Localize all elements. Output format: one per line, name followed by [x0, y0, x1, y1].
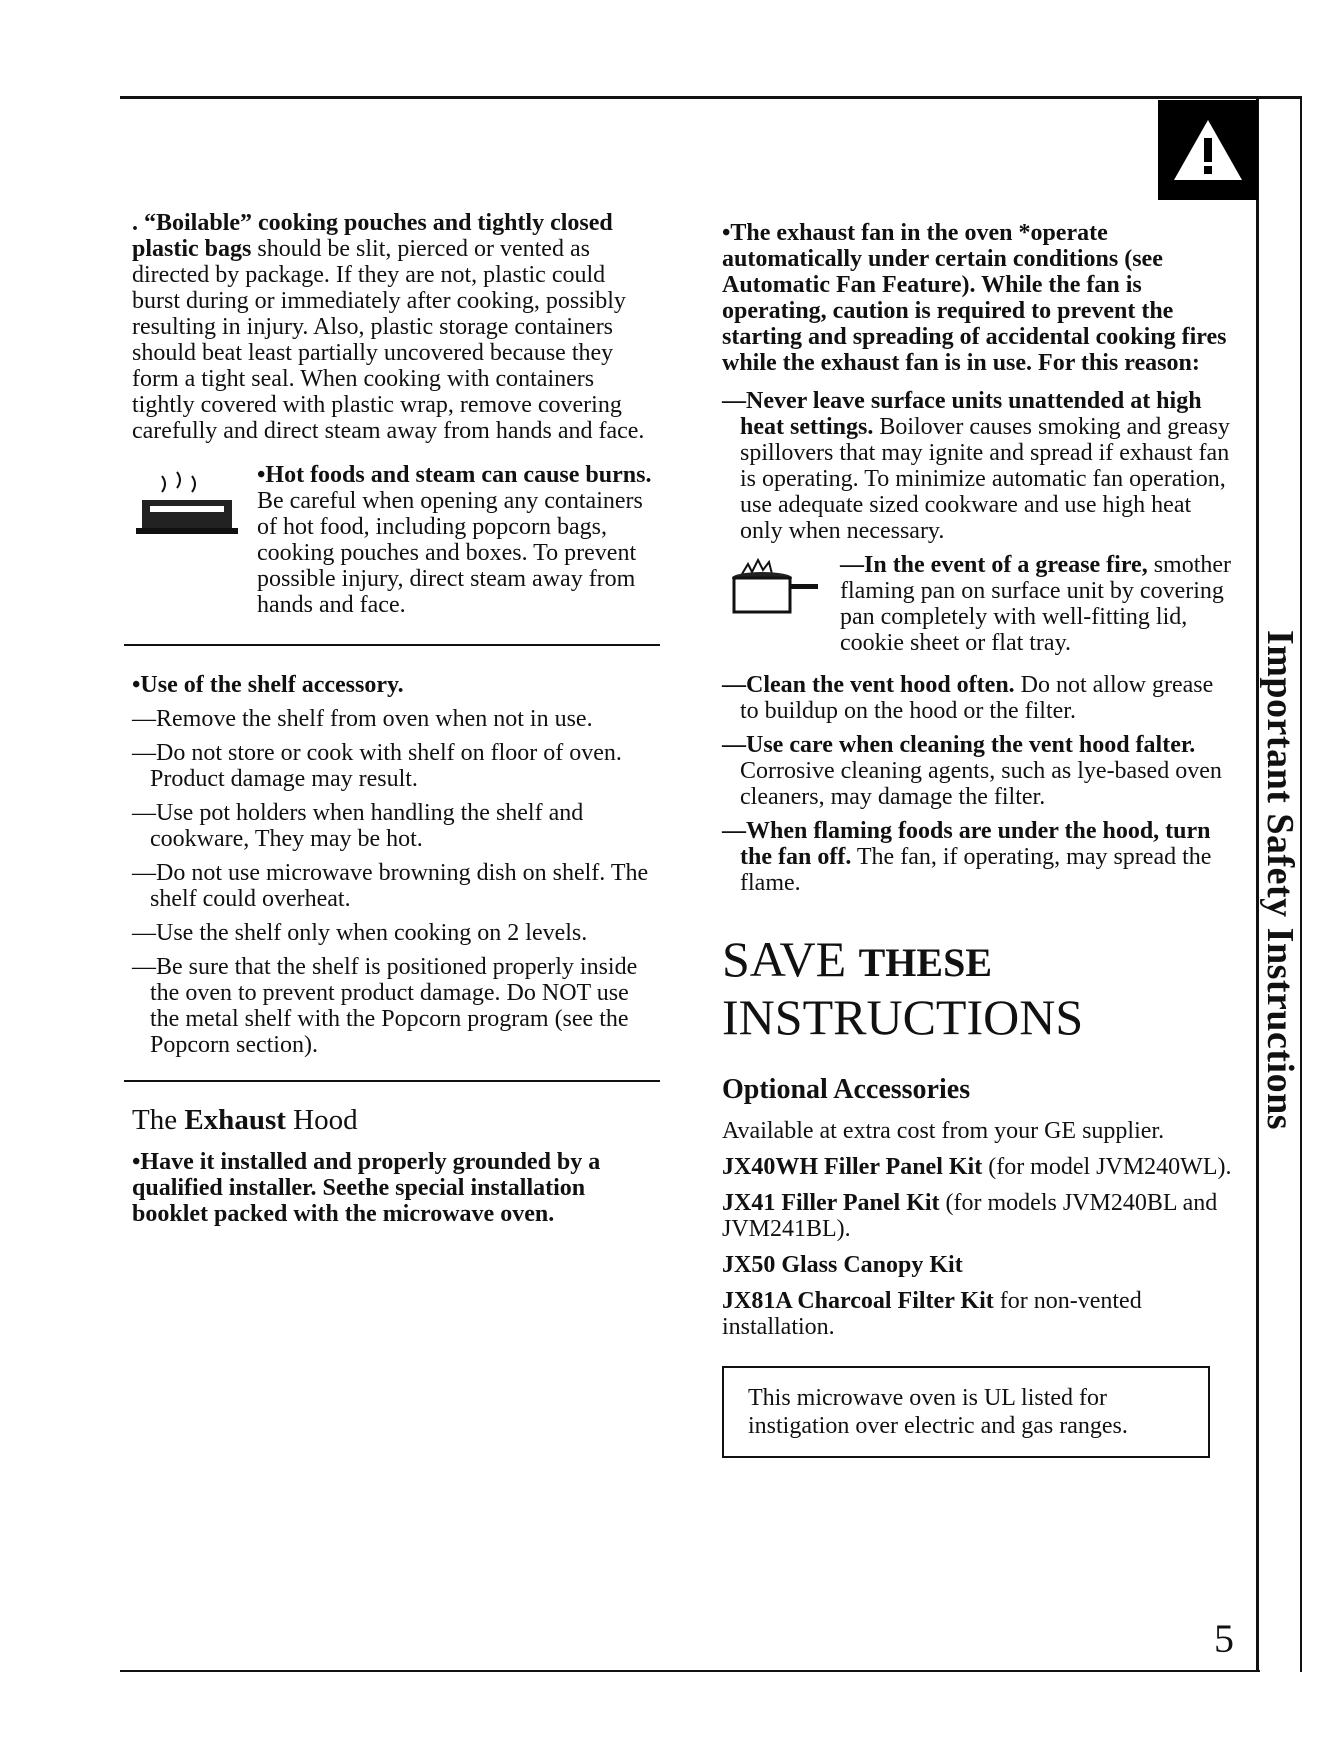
list-item: JX50 Glass Canopy Kit: [722, 1252, 963, 1278]
list-item: —Remove the shelf from oven when not in use.: [132, 706, 593, 732]
grease-fire-block: [722, 552, 1232, 662]
hot-foods-body: Be careful when opening any containers of hot food, including popcorn bags, cooking pouches and boxes. To prevent possible injury, direct steam away from hands and face.: [257, 488, 643, 618]
shelf-heading: •Use of the shelf accessory.: [132, 672, 404, 698]
section-divider: [124, 644, 660, 646]
section-divider: [124, 1080, 660, 1082]
list-item: JX41 Filler Panel Kit (for models JVM240BL and JVM241BL).: [722, 1190, 1218, 1242]
accessories-list: [722, 1154, 1232, 1340]
steaming-dish-icon: [132, 466, 242, 551]
top-rule: [120, 96, 1300, 99]
right-column: [722, 220, 1232, 1458]
list-item: —Do not store or cook with shelf on floor of oven. Product damage may result.: [132, 740, 622, 792]
boilable-lead: . “Boilable” cooking pouches and tightly closed plastic bags: [132, 210, 613, 262]
sidebar-title: Important Safety Instructions: [1259, 629, 1301, 1131]
save-instructions: SAVE THESE INSTRUCTIONS: [722, 931, 1084, 1045]
grease-fire-paragraph: —In the event of a grease fire, smother flaming pan on surface unit by covering pan completely with well-fitting lid, cookie sheet or flat tray.: [840, 552, 1232, 656]
page-number: 5: [1214, 1616, 1234, 1661]
accessories-intro: Available at extra cost from your GE supplier.: [722, 1118, 1165, 1144]
flaming-foods-item: —When flaming foods are under the hood, turn the fan off. The fan, if operating, may spread the flame.: [722, 818, 1212, 896]
bottom-rule: [120, 1670, 1260, 1672]
use-care-item: —Use care when cleaning the vent hood falter. Corrosive cleaning agents, such as lye-based oven cleaners, may damage the filter.: [722, 732, 1222, 810]
shelf-list: [132, 706, 652, 1058]
list-item: —Use the shelf only when cooking on 2 levels.: [132, 920, 588, 946]
clean-vent-item: —Clean the vent hood often. Do not allow grease to buildup on the hood or the filter.: [722, 672, 1214, 724]
list-item: JX40WH Filler Panel Kit (for model JVM240WL).: [722, 1154, 1232, 1180]
list-item: JX81A Charcoal Filter Kit for non-vented installation.: [722, 1288, 1142, 1340]
hot-foods-block: [132, 462, 652, 622]
left-column: [132, 210, 652, 1227]
accessories-heading: Optional Accessories: [722, 1074, 971, 1105]
warning-triangle-icon: [1158, 100, 1258, 200]
exhaust-hood-text: •Have it installed and properly grounded by a qualified installer. Seethe special installation booklet packed with the microwave oven.: [132, 1149, 601, 1227]
list-item: —Do not use microwave browning dish on shelf. The shelf could overheat.: [132, 860, 649, 912]
list-item: —Use pot holders when handling the shelf and cookware, They may be hot.: [132, 800, 584, 852]
ul-listing-note: This microwave oven is UL listed for instigation over electric and gas ranges.: [722, 1366, 1210, 1458]
list-item: —Be sure that the shelf is positioned properly inside the oven to prevent product damage. Do NOT use the metal shelf with the Popcorn program (see the Popcorn section).: [132, 954, 638, 1058]
flaming-pan-icon: [722, 556, 822, 631]
hot-foods-paragraph: [257, 462, 652, 618]
fan-intro: •The exhaust fan in the oven *operate automatically under certain conditions (see Automatic Fan Feature). While the fan is operating, caution is required to prevent the starting and spreading of accidental cooking fires while the exhaust fan is in use. For this reason:: [722, 220, 1227, 376]
never-leave-item: —Never leave surface units unattended at high heat settings. Boilover causes smoking and greasy spillovers that may ignite and spread if exhaust fan is operating. To minimize automatic fan operation, use adequate sized cookware and use high heat only when necessary.: [722, 388, 1230, 544]
boilable-paragraph: [132, 210, 652, 444]
boilable-body: should be slit, pierced or vented as directed by package. If they are not, plastic could burst during or immediately after cooking, possibly resulting in injury. Also, plastic storage containers should beat least partially uncovered because they form a tight seal. When cooking with containers tightly covered with plastic wrap, remove covering carefully and direct steam away from hands and face.: [132, 236, 645, 444]
hot-foods-lead: •Hot foods and steam can cause burns.: [257, 462, 652, 488]
exhaust-hood-heading: The Exhaust Hood: [132, 1104, 358, 1136]
